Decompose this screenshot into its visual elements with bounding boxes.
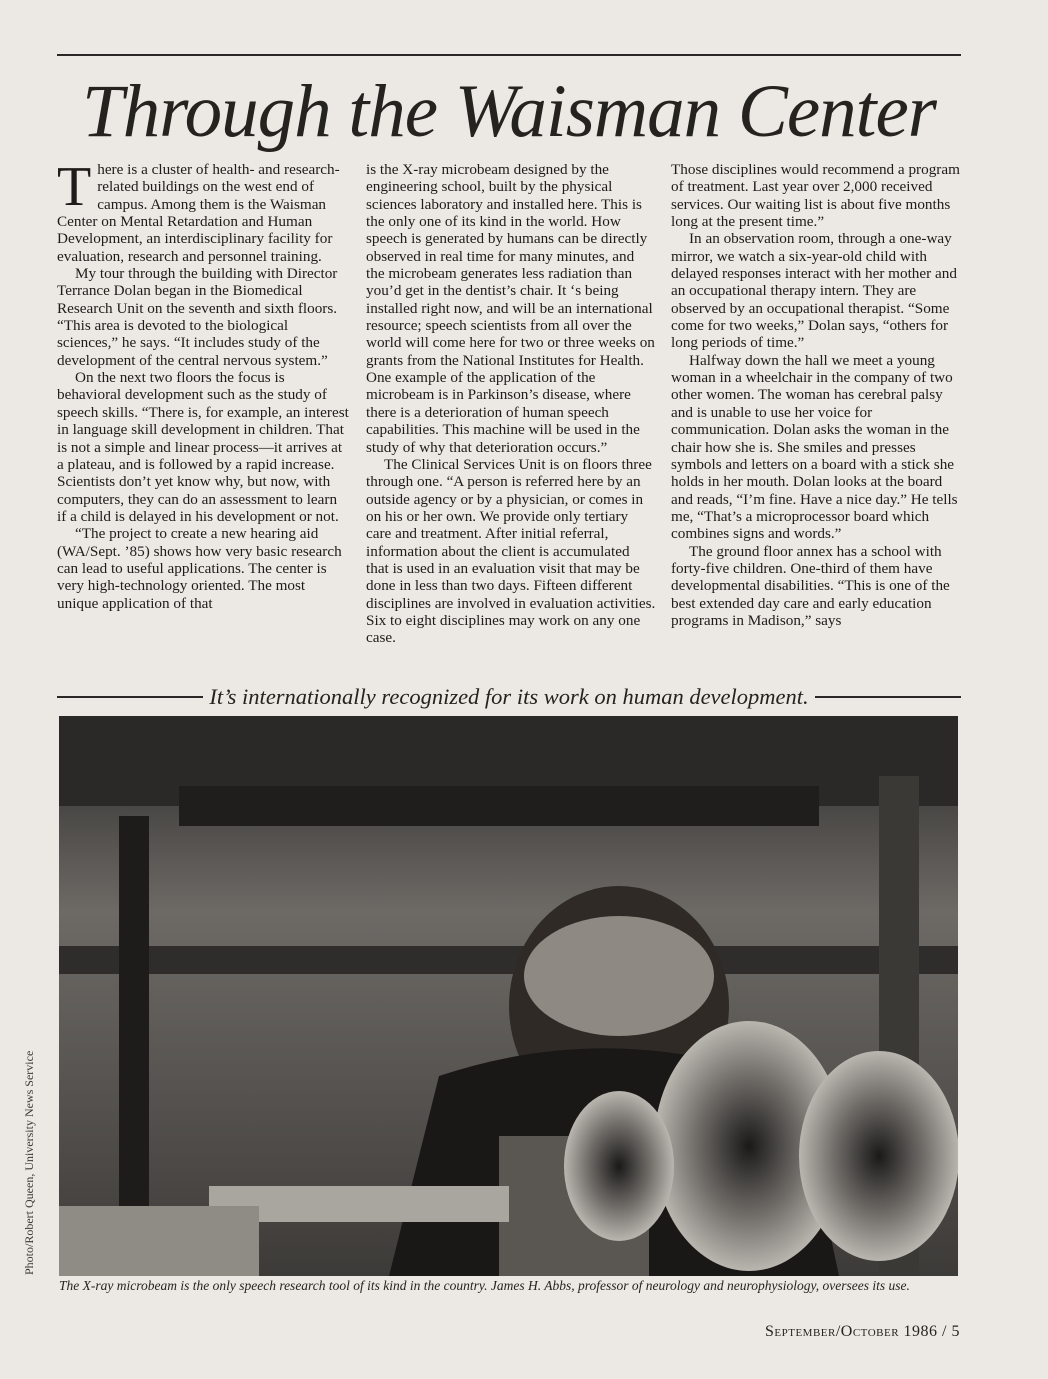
paragraph: is the X-ray microbeam designed by the engineering school, built by the physical sciences laboratory and installed here. This is the only one of its kind in the world. How speech is generated by humans can be directly observed in real time for many minutes, and the microbeam generates less radiation than you’d get in the dentist’s chair. It ‘s being installed right now, and will be an international resource; speech scientists from all over the world will come here for two or three weeks on grants from the National Institutes for Health. One example of the application of the microbeam is in Parkinson’s disease, where there is a deterioration of human speech capabilities. This machine will be used in the study of why that deterioration occurs.” <box>366 161 655 456</box>
page-folio: September/October 1986 / 5 <box>765 1323 960 1340</box>
article-title: Through the Waisman Center <box>82 70 936 153</box>
paragraph: The ground floor annex has a school with forty-five children. One-third of them have developmental disabilities. “This is one of the best extended day care and early education programs in Madison,” says <box>671 542 950 629</box>
paragraph: Halfway down the hall we meet a young woman in a wheelchair in the company of two other women. The woman has cerebral palsy and is unable to use her voice for communication. Dolan asks the woman in the chair how she is. She smiles and presses symbols and letters on a board with a stick she holds in her mouth. Dolan looks at the board and reads, “I’m fine. Have a nice day.” He tells me, “That’s a microprocessor board which combines signs and words.” <box>671 351 958 543</box>
rule-left <box>57 696 203 698</box>
photo-caption: The X-ray microbeam is the only speech research tool of its kind in the country. James H. Abbs, professor of neurology and neurophysiology, oversees its use. <box>59 1278 910 1293</box>
photo-credit: Photo/Robert Queen, University News Service <box>22 1050 36 1275</box>
paragraph: There is a cluster of health- and research-related buildings on the west end of campus. Among them is the Waisman Center on Mental Retardation and Human Development, an interdisciplinary facility for evaluation, research and personnel training. <box>57 161 340 265</box>
drop-cap: T <box>57 161 92 218</box>
paragraph: Those disciplines would recommend a program of treatment. Last year over 2,000 received services. Our waiting list is about five months long at the present time.” <box>671 161 960 231</box>
top-rule <box>57 54 961 56</box>
photo-xray-microbeam <box>59 716 958 1276</box>
paragraph: The Clinical Services Unit is on floors three through one. “A person is referred here by an outside agency or by a physician, or comes in on his or her own. We provide only tertiary care and treatment. After initial referral, information about the client is accumulated that is used in an evaluation visit that may be done in less than two days. Fifteen different disciplines are involved in evaluation activities. Six to eight disciplines may work on any one case. <box>366 455 656 647</box>
paragraph: On the next two floors the focus is behavioral development such as the study of speech skills. “There is, for example, an interest in language skill development in children. That is not a simple and linear process—it arrives at a plateau, and is followed by a rapid increase. Scientists don’t yet know why, but now, with computers, they can do an assessment to learn if a child is delayed in his development or not. <box>57 369 349 525</box>
paragraph: In an observation room, through a one-way mirror, we watch a six-year-old child with delayed responses interact with her mother and an occupational therapy intern. They are observed by an occupational therapist. “Some come for two weeks,” Dolan says, “others for long periods of time.” <box>671 230 957 352</box>
text-column-2 <box>366 161 656 681</box>
paragraph: “The project to create a new hearing aid (WA/Sept. ’85) shows how very basic research can lead to useful applications. The center is very high-technology oriented. The most unique application of that <box>57 525 342 612</box>
paragraph: My tour through the building with Director Terrance Dolan began in the Biomedical Research Unit on the seventh and sixth floors. “This area is devoted to the biological sciences,” he says. “It includes study of the development of the central nervous system.” <box>57 265 338 369</box>
rule-right <box>815 696 961 698</box>
text-column-1 <box>57 161 349 681</box>
text-column-3 <box>671 161 961 681</box>
pull-quote-text: It’s internationally recognized for its work on human development. <box>209 684 809 709</box>
photo-illustration <box>59 716 958 1276</box>
pull-quote <box>57 682 961 712</box>
